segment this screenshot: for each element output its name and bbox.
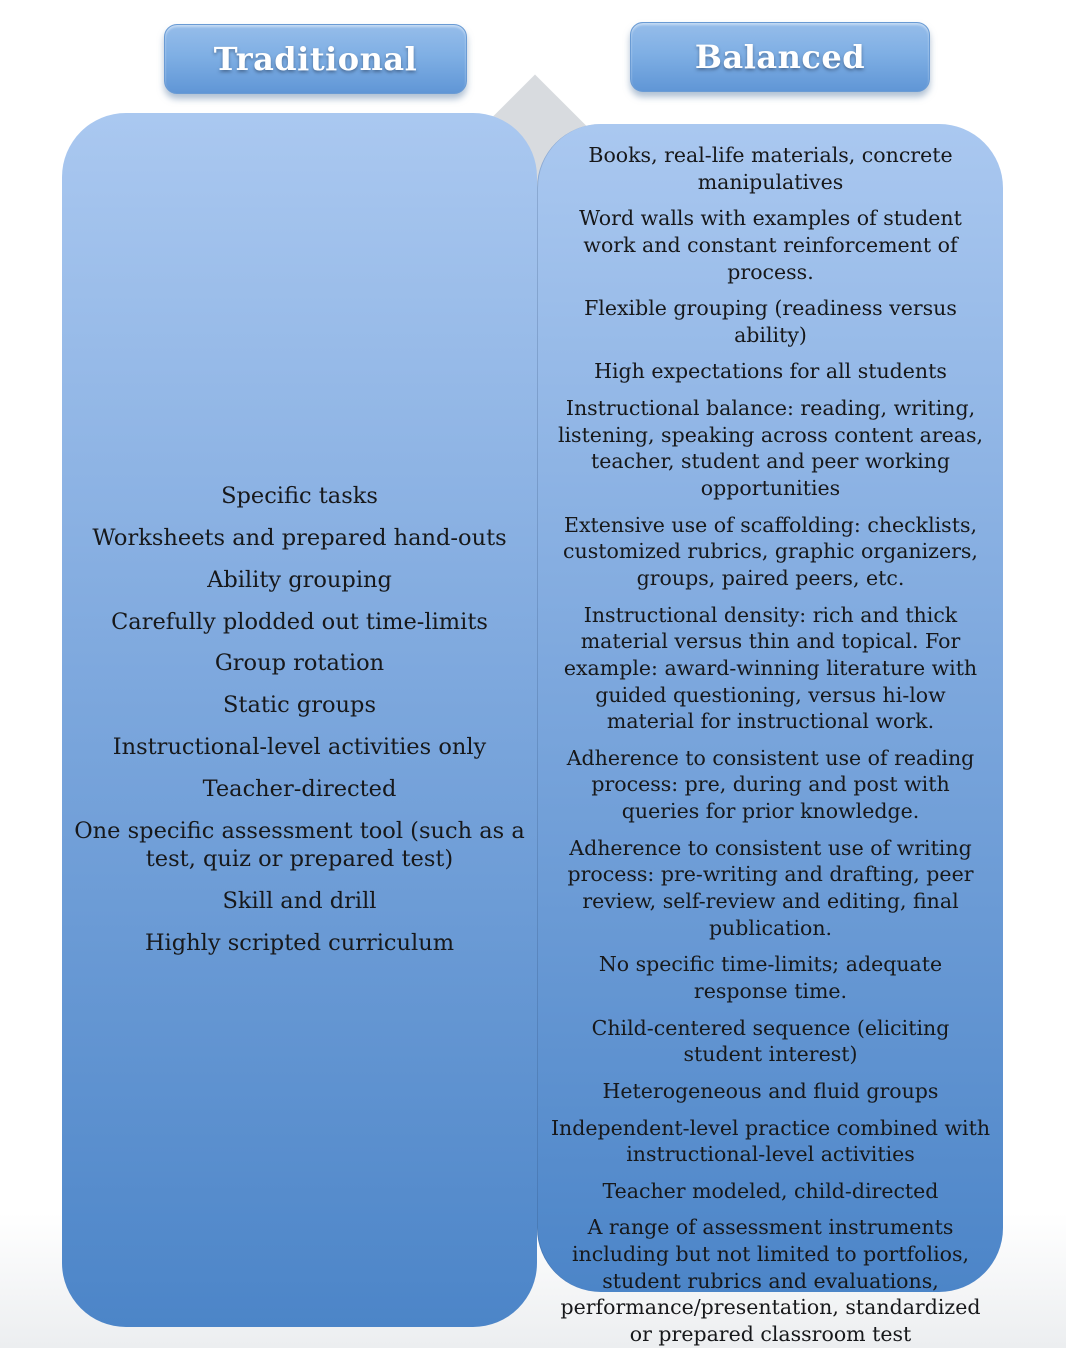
traditional-item: Instructional-level activities only (112, 734, 487, 760)
balanced-item: Heterogeneous and fluid groups (602, 1078, 939, 1103)
traditional-item: Skill and drill (222, 888, 377, 915)
traditional-item: Ability grouping (207, 566, 392, 593)
balanced-header-box (630, 22, 930, 92)
balanced-item: Child-centered sequence (eliciting student interest) (591, 1015, 950, 1067)
traditional-header-label: Traditional (213, 40, 418, 78)
balanced-item: A range of assessment instruments including but not limited to portfolios, student rubrics and evaluations, performance/presentation, standardized or prepared classroom test (560, 1215, 981, 1346)
balanced-item: No specific time-limits; adequate response time. (598, 952, 943, 1003)
balanced-header-label: Balanced (694, 38, 866, 76)
balanced-item: Instructional density: rich and thick material versus thin and topical. For example: award-winning literature with guided questioning, versus hi-low material for instructional work. (563, 602, 978, 734)
traditional-item: Carefully plodded out time-limits (111, 608, 488, 635)
balanced-item: Adherence to consistent use of writing process: pre-writing and drafting, peer review, self-review and editing, final publication. (567, 835, 974, 940)
balanced-item: Books, real-life materials, concrete manipulatives (588, 143, 953, 194)
traditional-item: Worksheets and prepared hand-outs (92, 525, 507, 552)
traditional-header-box (164, 24, 467, 94)
traditional-item: Specific tasks (221, 483, 378, 510)
balanced-item: Instructional balance: reading, writing, listening, speaking across content areas, teacher, student and peer working opportunities (557, 396, 984, 501)
balanced-panel (537, 124, 1003, 1346)
balanced-item: Teacher modeled, child-directed (602, 1178, 939, 1203)
traditional-item: One specific assessment tool (such as a test, quiz or prepared test) (74, 817, 525, 873)
traditional-item: Teacher-directed (202, 775, 397, 802)
traditional-item: Highly scripted curriculum (144, 929, 455, 956)
balanced-item: Independent-level practice combined with instructional-level activities (550, 1115, 991, 1167)
traditional-item: Static groups (222, 692, 376, 719)
balanced-item: Word walls with examples of student work and constant reinforcement of process. (579, 206, 962, 284)
traditional-panel (62, 113, 537, 1327)
balanced-item: High expectations for all students (594, 359, 947, 384)
traditional-item: Group rotation (214, 650, 385, 677)
balanced-item: Flexible grouping (readiness versus ability) (584, 296, 957, 347)
balanced-item: Extensive use of scaffolding: checklists, customized rubrics, graphic organizers, groups, paired peers, etc. (563, 512, 978, 590)
balanced-item: Adherence to consistent use of reading process: pre, during and post with queries for prior knowledge. (566, 745, 975, 824)
